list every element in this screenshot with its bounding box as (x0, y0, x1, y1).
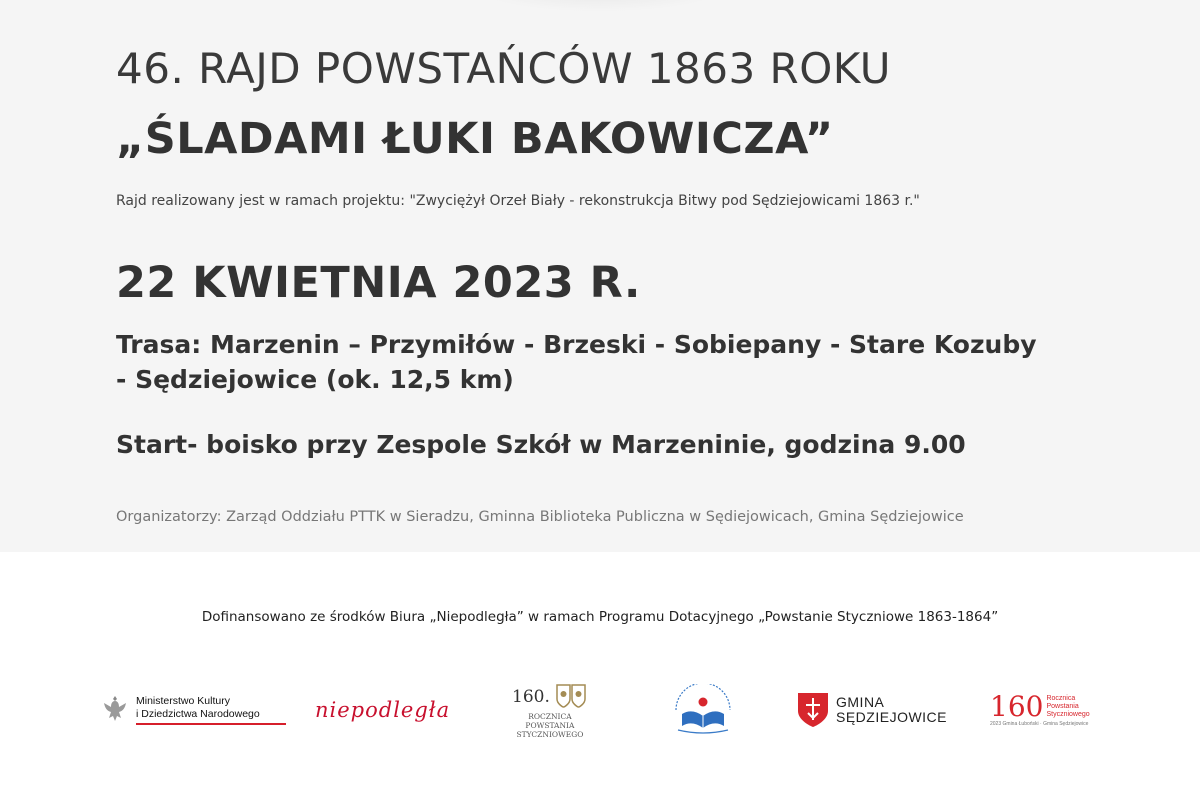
route-line-1: Trasa: Marzenin – Przymiłów - Brzeski - Sobiepany - Stare Kozuby (116, 330, 1037, 359)
eagle-icon (100, 693, 130, 727)
ministry-logo (100, 680, 286, 740)
powstania-line-3: Styczniowego (1046, 711, 1090, 718)
rocznica-line-2: POWSTANIA (525, 720, 575, 730)
gmina-crest-icon (796, 691, 830, 729)
niepodlegla-wordmark: niepodległa (315, 698, 451, 722)
start-info: Start- boisko przy Zespole Szkół w Marzeninie, godzina 9.00 (116, 430, 966, 459)
biblioteka-logo (668, 680, 738, 740)
project-note: Rajd realizowany jest w ramach projektu: "Zwyciężył Orzeł Biały - rekonstrukcja Bitwy pod Sędziejowicami 1863 r." (116, 193, 920, 209)
niepodlegla-logo (315, 680, 450, 740)
gmina-line-1: GMINA (836, 694, 885, 710)
ministry-rule (136, 723, 286, 725)
organizers: Organizatorzy: Zarząd Oddziału PTTK w Sieradzu, Gminna Biblioteka Publiczna w Sędiejowicach, Gmina Sędziejowice (116, 509, 964, 525)
ministry-name-2: i Dziedzictwa Narodowego (136, 708, 260, 720)
event-subtitle: „ŚLADAMI ŁUKI BAKOWICZA” (116, 114, 834, 164)
gmina-logo (796, 680, 947, 740)
rocznica-number: 160. (512, 686, 550, 707)
route-line-2: - Sędziejowice (ok. 12,5 km) (116, 365, 514, 394)
rocznica-logo (512, 680, 588, 740)
coat-of-arms-icon (554, 682, 588, 712)
ministry-name-1: Ministerstwo Kultury (136, 695, 230, 707)
gmina-line-2: SĘDZIEJOWICE (836, 709, 948, 725)
rocznica-line-1: ROCZNICA (528, 711, 572, 721)
powstania-logo (990, 680, 1090, 740)
powstania-line-2: Powstania (1046, 703, 1079, 710)
event-title: 46. RAJD POWSTAŃCÓW 1863 ROKU (116, 44, 891, 93)
rocznica-line-3: STYCZNIOWEGO (516, 729, 584, 739)
powstania-caption: 2023 Gmina Łuboński · Gmina Sędziejowice (990, 721, 1089, 727)
event-date: 22 KWIETNIA 2023 R. (116, 258, 641, 308)
powstania-number: 160 (990, 690, 1044, 723)
powstania-line-1: Rocznica (1046, 695, 1076, 702)
funding-note: Dofinansowano ze środków Biura „Niepodległa” w ramach Programu Dotacyjnego „Powstanie Styczniowe 1863-1864” (201, 609, 999, 625)
book-emblem-icon (668, 684, 738, 736)
